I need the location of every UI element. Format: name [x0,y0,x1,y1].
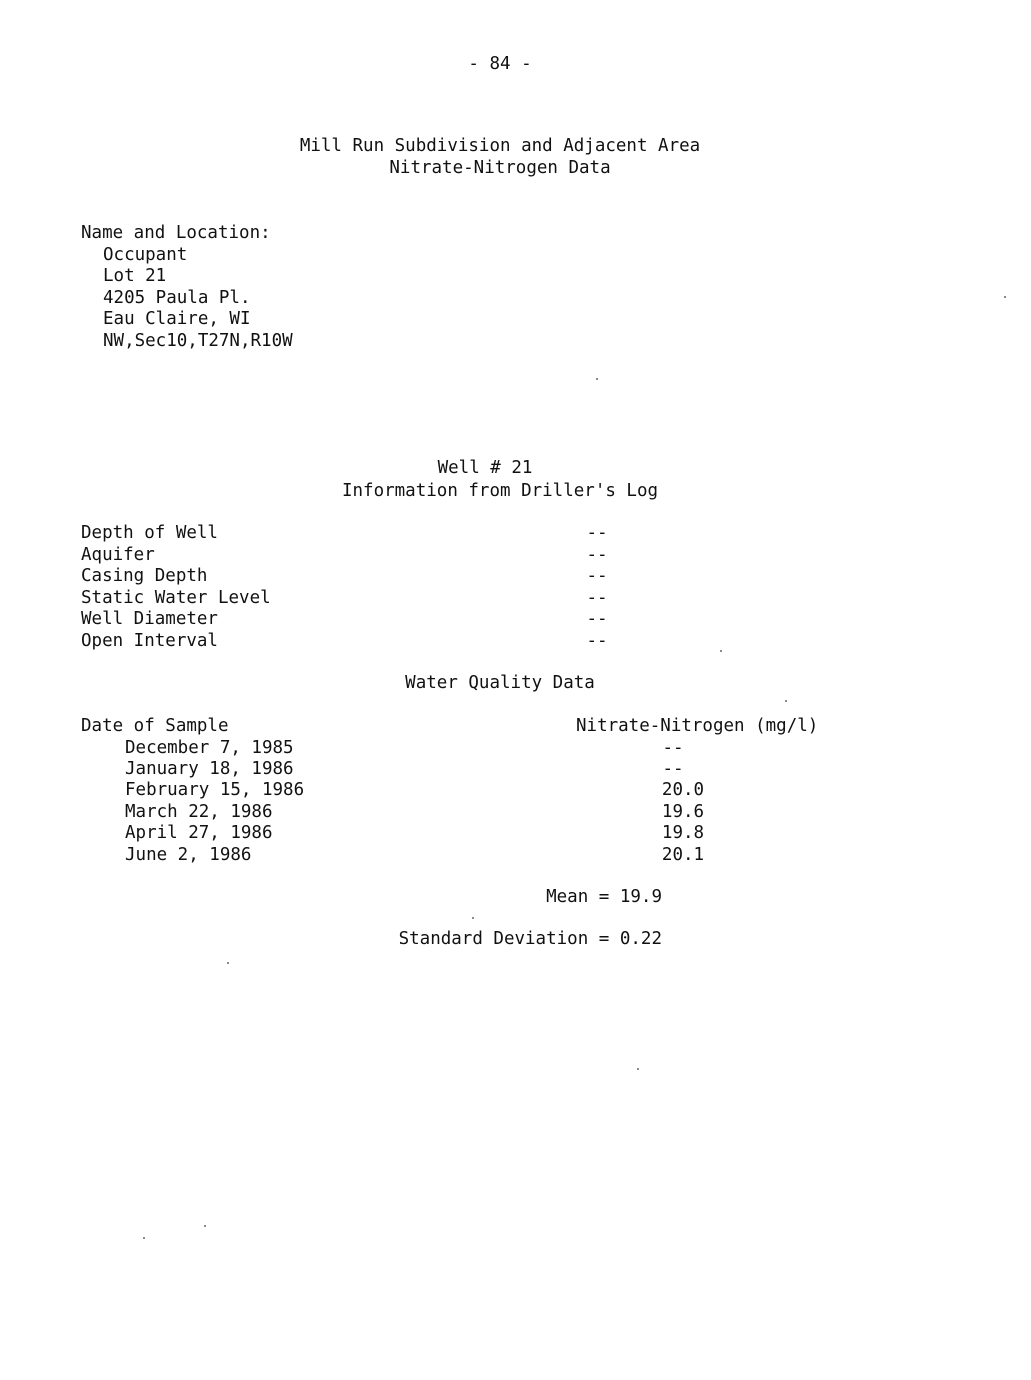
scan-speck [785,700,787,702]
scan-speck [637,1068,639,1070]
document-subtitle: Nitrate-Nitrogen Data [389,158,611,178]
scan-speck [143,1237,145,1239]
sample-date: March 22, 1986 [125,802,273,822]
row-value: -- [586,523,608,543]
date-column-header: Date of Sample [81,716,229,736]
location-line: Occupant [103,245,188,265]
location-line: NW,Sec10,T27N,R10W [103,331,293,351]
sample-value: 19.6 [661,802,705,822]
sample-value: -- [662,738,684,758]
scan-speck [472,917,474,919]
sample-value: 19.8 [661,823,705,843]
sample-date: April 27, 1986 [125,823,273,843]
row-value: -- [586,631,608,651]
scan-speck [596,378,598,380]
well-title: Well # 21 [437,458,533,478]
sample-value: 20.1 [661,845,705,865]
scan-speck [227,962,229,964]
page-number: - 84 - [468,54,532,74]
row-label: Well Diameter [81,609,218,629]
row-value: -- [586,545,608,565]
row-value: -- [586,609,608,629]
sample-date: December 7, 1985 [125,738,294,758]
scan-speck [204,1225,206,1227]
scan-speck [720,650,722,652]
location-line: 4205 Paula Pl. [103,288,251,308]
document-title: Mill Run Subdivision and Adjacent Area [299,136,701,156]
row-label: Open Interval [81,631,218,651]
location-label: Name and Location: [81,223,271,243]
location-line: Lot 21 [103,266,167,286]
scan-speck [1004,296,1006,298]
sample-date: February 15, 1986 [125,780,305,800]
sample-value: -- [662,759,684,779]
row-label: Casing Depth [81,566,208,586]
location-line: Eau Claire, WI [103,309,251,329]
row-label: Depth of Well [81,523,218,543]
well-subtitle: Information from Driller's Log [341,481,659,501]
mean-value: Mean = 19.9 [546,887,662,907]
standard-deviation: Standard Deviation = 0.22 [398,929,662,949]
row-value: -- [586,566,608,586]
row-label: Aquifer [81,545,155,565]
water-quality-title: Water Quality Data [405,673,595,693]
row-value: -- [586,588,608,608]
sample-date: January 18, 1986 [125,759,294,779]
row-label: Static Water Level [81,588,271,608]
sample-value: 20.0 [661,780,705,800]
value-column-header: Nitrate-Nitrogen (mg/l) [576,716,819,736]
sample-date: June 2, 1986 [125,845,252,865]
